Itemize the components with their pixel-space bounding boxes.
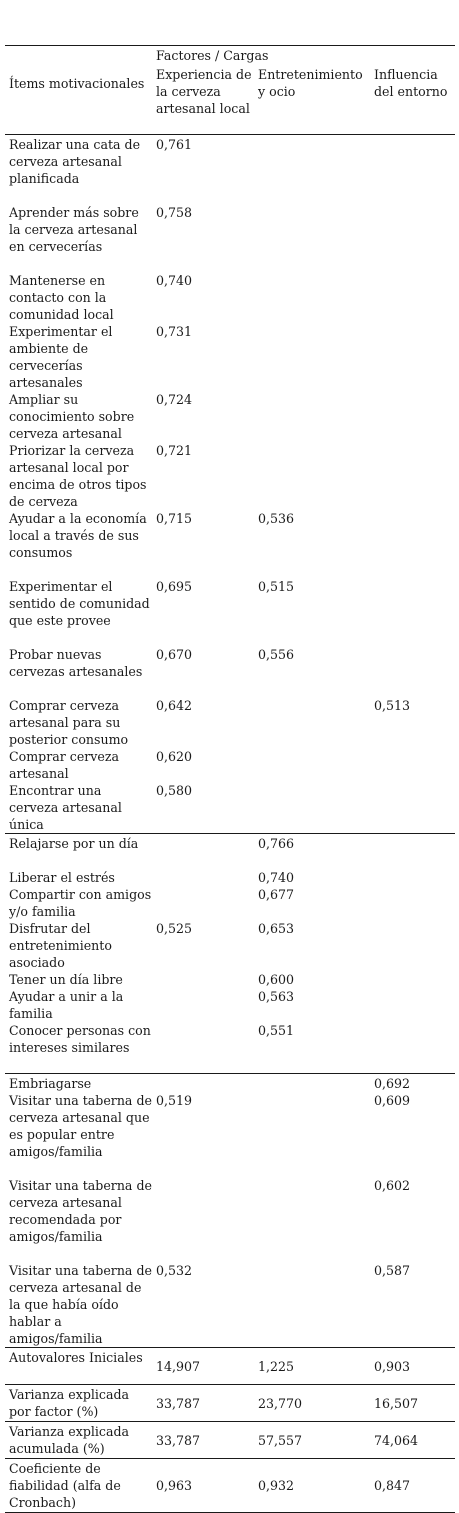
stat-row xyxy=(5,1459,455,1512)
stat-factor-2: 0,932 xyxy=(258,1478,295,1493)
loading-factor-1: 0,519 xyxy=(156,1093,193,1108)
table-row xyxy=(5,971,455,988)
loading-factor-2: 0,556 xyxy=(258,647,295,662)
loading-factor-2: 0,536 xyxy=(258,511,295,526)
item-label: Experimentar el ambiente de cervecerías artesanales xyxy=(9,324,113,390)
stat-factor-2: 23,770 xyxy=(258,1395,303,1411)
stat-factor-1: 33,787 xyxy=(156,1432,201,1448)
table-row xyxy=(5,391,455,442)
item-label: Embriagarse xyxy=(9,1076,92,1091)
table-row xyxy=(5,988,455,1022)
loading-factor-1: 0,724 xyxy=(156,392,193,407)
stat-factor-2: 57,557 xyxy=(258,1432,303,1448)
stat-factor-1: 33,787 xyxy=(156,1395,201,1411)
table-row xyxy=(5,1177,455,1262)
stat-factor-3: 0,903 xyxy=(374,1358,411,1374)
item-label: Probar nuevas cervezas artesanales xyxy=(9,647,143,679)
stat-row xyxy=(5,1385,455,1421)
loading-factor-3: 0,602 xyxy=(374,1178,411,1193)
loading-factor-1: 0,721 xyxy=(156,443,193,458)
loading-factor-3: 0,587 xyxy=(374,1263,411,1278)
loading-factor-2: 0,600 xyxy=(258,972,295,987)
loading-factor-2: 0,766 xyxy=(258,836,295,851)
loading-factor-3: 0,609 xyxy=(374,1093,411,1108)
stat-factor-1: 14,907 xyxy=(156,1358,201,1374)
loading-factor-1: 0,740 xyxy=(156,273,193,288)
loading-factor-2: 0,740 xyxy=(258,870,295,885)
factors-group-header: Factores / Cargas xyxy=(156,48,269,63)
table-row xyxy=(5,204,455,272)
item-label: Visitar una taberna de cerveza artesanal que es popular entre amigos/familia xyxy=(9,1093,152,1159)
table-row xyxy=(5,646,455,697)
item-label: Conocer personas con intereses similares xyxy=(9,1023,151,1055)
item-label: Comprar cerveza artesanal para su posterior consumo xyxy=(9,698,129,747)
loading-factor-1: 0,670 xyxy=(156,647,193,662)
item-label: Aprender más sobre la cerveza artesanal en cervecerías xyxy=(9,205,139,254)
item-label: Comprar cerveza artesanal xyxy=(9,749,120,781)
table-row xyxy=(5,1092,455,1177)
item-label: Experimentar el sentido de comunidad que este provee xyxy=(9,579,150,628)
item-label: Compartir con amigos y/o familia xyxy=(9,887,152,919)
stat-label: Autovalores Iniciales xyxy=(9,1350,143,1365)
item-label: Liberar el estrés xyxy=(9,870,115,885)
table-row xyxy=(5,886,455,920)
table-row xyxy=(5,272,455,323)
factor-2-header: Entretenimiento y ocio xyxy=(258,67,363,99)
table-row xyxy=(5,1022,455,1073)
loading-factor-1: 0,525 xyxy=(156,921,193,936)
loading-factor-1: 0,620 xyxy=(156,749,193,764)
item-label: Ampliar su conocimiento sobre cerveza artesanal xyxy=(9,392,135,441)
loading-factor-1: 0,580 xyxy=(156,783,193,798)
table-row xyxy=(5,510,455,578)
stat-factor-3: 0,847 xyxy=(374,1478,411,1493)
factor-3-header: Influencia del entorno xyxy=(374,67,448,99)
loading-factor-2: 0,515 xyxy=(258,579,295,594)
stat-label: Varianza explicada por factor (%) xyxy=(9,1387,130,1419)
table-row xyxy=(5,782,455,833)
loading-factor-1: 0,731 xyxy=(156,324,193,339)
stat-factor-3: 74,064 xyxy=(374,1432,419,1448)
table-row xyxy=(5,920,455,971)
loading-factor-2: 0,677 xyxy=(258,887,295,902)
item-label: Ayudar a la economía local a través de sus consumos xyxy=(9,511,147,560)
item-label: Ayudar a unir a la familia xyxy=(9,989,124,1021)
loading-factor-1: 0,695 xyxy=(156,579,193,594)
loading-factor-2: 0,563 xyxy=(258,989,295,1004)
item-label: Tener un día libre xyxy=(9,972,123,987)
factor-1-header: Experiencia de la cerveza artesanal local xyxy=(156,67,252,116)
loading-factor-3: 0,513 xyxy=(374,698,411,713)
items-column-header: Ítems motivacionales xyxy=(9,76,145,91)
stat-factor-2: 1,225 xyxy=(258,1358,295,1374)
table-row xyxy=(5,1075,455,1092)
factor-loadings-table xyxy=(5,45,455,1513)
stat-factor-3: 16,507 xyxy=(374,1395,419,1411)
stat-row xyxy=(5,1348,455,1384)
item-label: Visitar una taberna de cerveza artesanal recomendada por amigos/familia xyxy=(9,1178,152,1244)
section-group xyxy=(5,135,455,833)
item-label: Relajarse por un día xyxy=(9,836,139,851)
stat-row xyxy=(5,1422,455,1458)
loading-factor-1: 0,758 xyxy=(156,205,193,220)
item-label: Realizar una cata de cerveza artesanal planificada xyxy=(9,137,141,186)
stat-label: Coeficiente de fiabilidad (alfa de Cronbach) xyxy=(9,1461,121,1510)
loading-factor-2: 0,551 xyxy=(258,1023,295,1038)
header-row-factors xyxy=(5,66,455,134)
loading-factor-3: 0,692 xyxy=(374,1076,411,1091)
table-row xyxy=(5,442,455,510)
table-row xyxy=(5,869,455,886)
table-row xyxy=(5,578,455,646)
table-row xyxy=(5,1262,455,1347)
stat-label: Varianza explicada acumulada (%) xyxy=(9,1424,130,1456)
header-row-group xyxy=(5,46,455,66)
item-label: Mantenerse en contacto con la comunidad local xyxy=(9,273,114,322)
table-row xyxy=(5,835,455,869)
item-label: Disfrutar del entretenimiento asociado xyxy=(9,921,112,970)
loading-factor-1: 0,715 xyxy=(156,511,193,526)
loading-factor-1: 0,642 xyxy=(156,698,193,713)
table-row xyxy=(5,323,455,391)
loading-factor-1: 0,761 xyxy=(156,137,193,152)
stat-factor-1: 0,963 xyxy=(156,1478,193,1493)
loading-factor-2: 0,653 xyxy=(258,921,295,936)
table-row xyxy=(5,136,455,204)
table-row xyxy=(5,697,455,748)
table-body xyxy=(5,134,455,1513)
table-row xyxy=(5,748,455,782)
item-label: Priorizar la cerveza artesanal local por encima de otros tipos de cerveza xyxy=(9,443,147,509)
item-label: Encontrar una cerveza artesanal única xyxy=(9,783,122,832)
item-label: Visitar una taberna de cerveza artesanal de la que había oído hablar a amigos/familia xyxy=(9,1263,152,1346)
loading-factor-1: 0,532 xyxy=(156,1263,193,1278)
section-group xyxy=(5,834,455,1073)
section-group xyxy=(5,1074,455,1347)
